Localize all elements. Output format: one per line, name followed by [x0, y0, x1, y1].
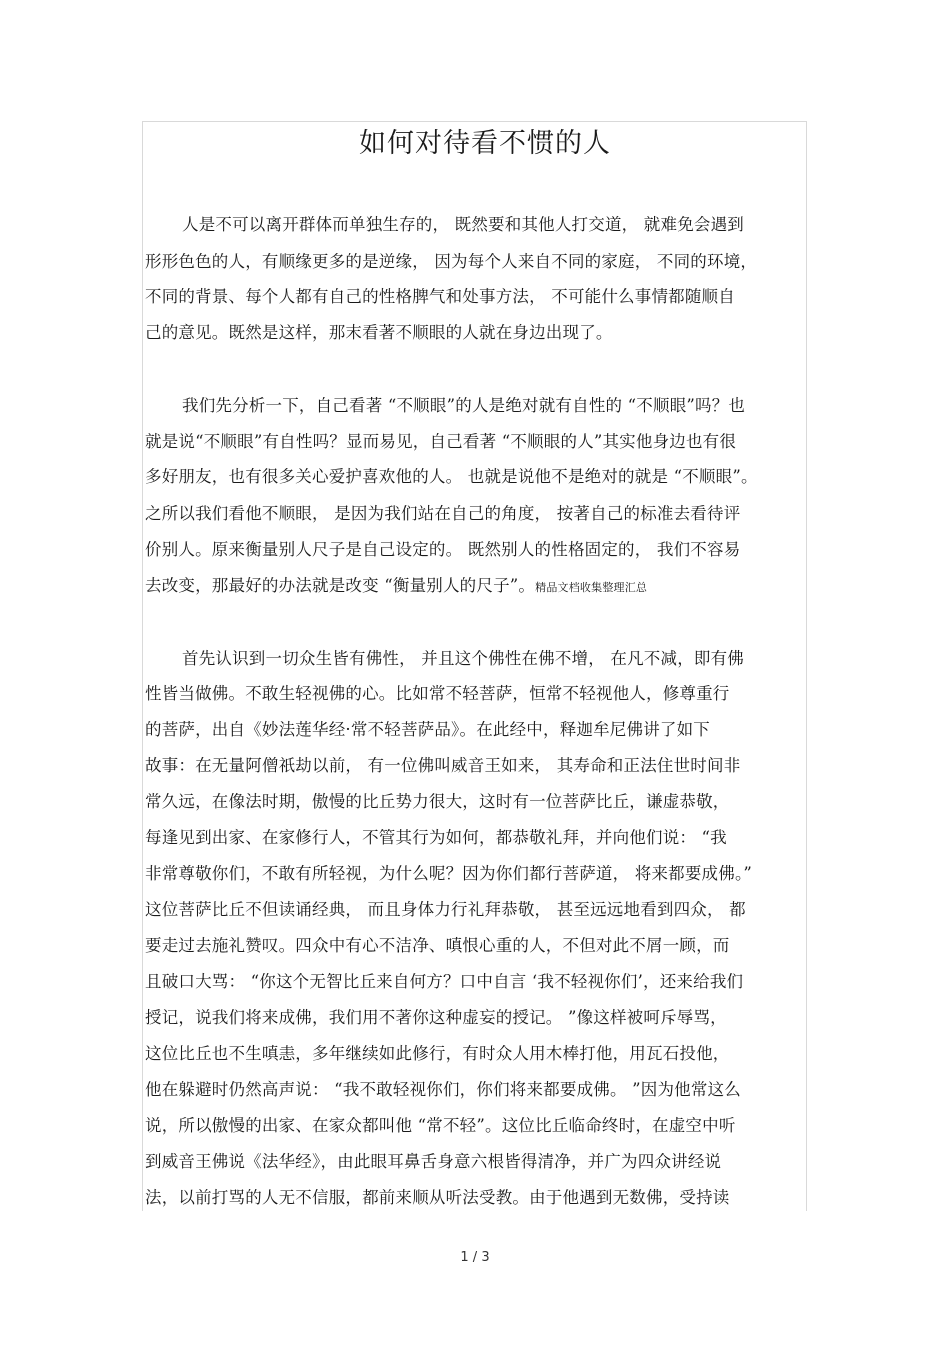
paragraph-3-line-10: 且破口大骂： “你这个无智比丘来自何方？口中自言 ‘我不轻视你们’，还来给我们: [145, 972, 744, 991]
paragraph-3-line-11: 授记，说我们将来成佛，我们用不著你这种虚妄的授记。 ”像这样被呵斥辱骂，: [145, 1008, 727, 1027]
paragraph-3-line-14: 说，所以傲慢的出家、在家众都叫他 “常不轻”。这位比丘临命终时，在虚空中听: [145, 1116, 736, 1135]
paragraph-3-line-6: 每逢见到出家、在家修行人，不管其行为如何，都恭敬礼拜，并向他们说： “我: [145, 828, 727, 847]
paragraph-3-line-9: 要走过去施礼赞叹。四众中有心不洁净、嗔恨心重的人，不但对此不屑一顾，而: [145, 936, 730, 955]
document-title: 如何对待看不惯的人: [359, 128, 611, 159]
paragraph-3-line-3: 的菩萨，出自《妙法莲华经·常不轻菩萨品》。在此经中，释迦牟尼佛讲了如下: [145, 720, 710, 739]
paragraph-3-line-8: 这位菩萨比丘不但读诵经典， 而且身体力行礼拜恭敬， 甚至远远地看到四众， 都: [145, 900, 746, 919]
paragraph-1-line-4: 己的意见。既然是这样，那末看著不顺眼的人就在身边出现了。: [145, 323, 613, 342]
paragraph-3-line-16: 法，以前打骂的人无不信服，都前来顺从听法受教。由于他遇到无数佛，受持读: [145, 1188, 730, 1207]
paragraph-1-line-3: 不同的背景、每个人都有自己的性格脾气和处事方法， 不可能什么事情都随顺自: [145, 287, 735, 306]
paragraph-2-line-5: 价别人。原来衡量别人尺子是自己设定的。 既然别人的性格固定的， 我们不容易: [145, 540, 741, 559]
paragraph-2-line-4: 之所以我们看他不顺眼， 是因为我们站在自己的角度， 按著自己的标准去看待评: [145, 504, 741, 523]
paragraph-3-line-4: 故事：在无量阿僧祇劫以前， 有一位佛叫威音王如来， 其寿命和正法住世时间非: [145, 756, 741, 775]
paragraph-1-line-2: 形形色色的人，有顺缘更多的是逆缘， 因为每个人来自不同的家庭， 不同的环境，: [145, 252, 758, 271]
paragraph-3-line-12: 这位比丘也不生嗔恚，多年继续如此修行，有时众人用木棒打他，用瓦石投他，: [145, 1044, 730, 1063]
paragraph-3-line-5: 常久远，在像法时期，傲慢的比丘势力很大，这时有一位菩萨比丘，谦虚恭敬，: [145, 792, 730, 811]
paragraph-3-line-7: 非常尊敬你们，不敢有所轻视，为什么呢？因为你们都行菩萨道， 将来都要成佛。”: [145, 864, 753, 883]
paragraph-2-line-6: [145, 575, 647, 599]
paragraph-2-line-6-text: 去改变，那最好的办法就是改变 “衡量别人的尺子”。: [145, 576, 536, 595]
paragraph-3-line-2: 性皆当做佛。不敢生轻视佛的心。比如常不轻菩萨，恒常不轻视他人，修尊重行: [145, 684, 730, 703]
paragraph-3-line-1: 首先认识到一切众生皆有佛性， 并且这个佛性在佛不增， 在凡不减，即有佛: [182, 649, 744, 668]
paragraph-2-line-1: 我们先分析一下，自己看著 “不顺眼”的人是绝对就有自性的 “不顺眼”吗？也: [182, 396, 746, 415]
paragraph-1-line-1: 人是不可以离开群体而单独生存的， 既然要和其他人打交道， 就难免会遇到: [182, 215, 744, 234]
paragraph-2-line-2: 就是说“不顺眼”有自性吗？显而易见，自己看著 “不顺眼的人”其实他身边也有很: [145, 432, 737, 451]
page-number: 1 / 3: [460, 1250, 490, 1265]
paragraph-3-line-13: 他在躲避时仍然高声说： “我不敢轻视你们，你们将来都要成佛。 ”因为他常这么: [145, 1080, 741, 1099]
source-note: 精品文档收集整理汇总: [535, 581, 648, 594]
paragraph-2-line-3: 多好朋友，也有很多关心爱护喜欢他的人。 也就是说他不是绝对的就是 “不顺眼”。: [145, 467, 758, 486]
paragraph-3-line-15: 到威音王佛说《法华经》，由此眼耳鼻舌身意六根皆得清净，并广为四众讲经说: [145, 1152, 722, 1171]
